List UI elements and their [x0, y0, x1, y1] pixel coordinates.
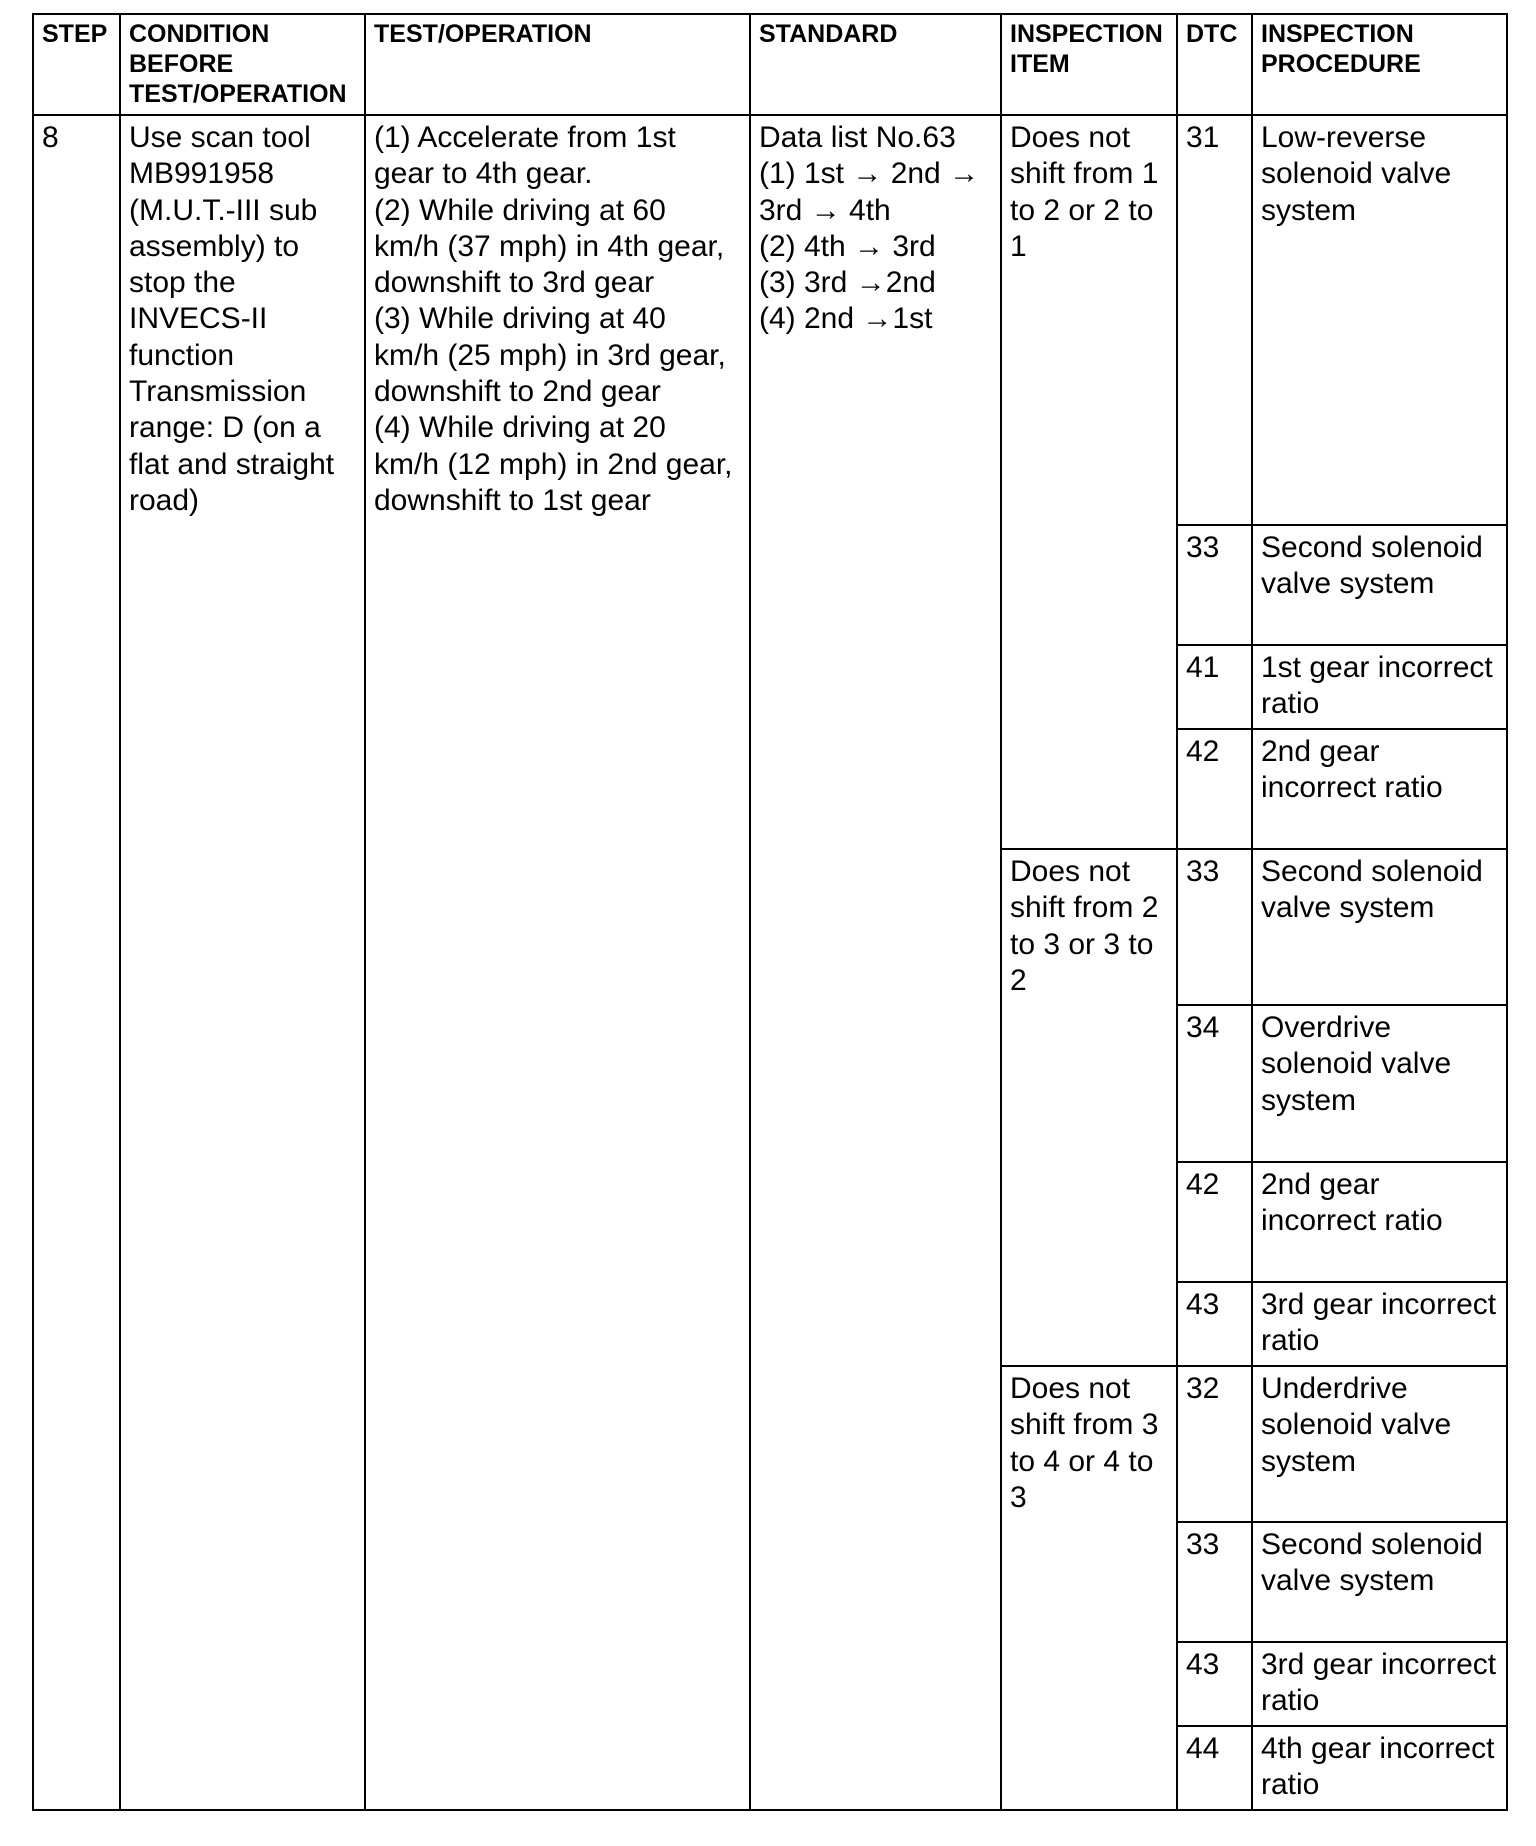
dtc-cell: 41: [1177, 645, 1252, 729]
header-row: [33, 14, 1507, 115]
procedure-cell: 4th gear incorrect ratio: [1252, 1726, 1507, 1810]
procedure-cell: Underdrive solenoid valve system: [1252, 1366, 1507, 1522]
inspection-item-cell: Does not shift from 1 to 2 or 2 to 1: [1001, 115, 1177, 849]
header-dtc: DTC: [1177, 14, 1252, 115]
procedure-cell: Second solenoid valve system: [1252, 525, 1507, 645]
inspection-table: [32, 13, 1508, 1811]
dtc-cell: 43: [1177, 1642, 1252, 1726]
procedure-cell: Overdrive solenoid valve system: [1252, 1005, 1507, 1162]
test-operation-cell: (1) Accelerate from 1st gear to 4th gear. (2) While driving at 60 km/h (37 mph) in 4th gear, downshift to 3rd gear (3) While driving at 40 km/h (25 mph) in 3rd gear, downshift to 2nd gear (4) While driving at 20 km/h (12 mph) in 2nd gear, downshift to 1st gear: [365, 115, 750, 1810]
standard-cell: Data list No.63 (1) 1st → 2nd → 3rd → 4th (2) 4th → 3rd (3) 3rd →2nd (4) 2nd →1st: [750, 115, 1001, 1810]
header-standard: STANDARD: [750, 14, 1001, 115]
dtc-cell: 34: [1177, 1005, 1252, 1162]
dtc-cell: 33: [1177, 849, 1252, 1005]
inspection-item-cell: Does not shift from 2 to 3 or 3 to 2: [1001, 849, 1177, 1366]
header-inspection-item: INSPECTION ITEM: [1001, 14, 1177, 115]
dtc-cell: 44: [1177, 1726, 1252, 1810]
header-inspection-procedure: INSPECTION PROCEDURE: [1252, 14, 1507, 115]
procedure-cell: Second solenoid valve system: [1252, 1522, 1507, 1642]
header-step: STEP: [33, 14, 120, 115]
dtc-cell: 33: [1177, 1522, 1252, 1642]
procedure-cell: Low-reverse solenoid valve system: [1252, 115, 1507, 525]
header-condition: CONDITION BEFORE TEST/OPERATION: [120, 14, 365, 115]
dtc-cell: 42: [1177, 729, 1252, 849]
dtc-cell: 31: [1177, 115, 1252, 525]
header-test-operation: TEST/OPERATION: [365, 14, 750, 115]
procedure-cell: 2nd gear incorrect ratio: [1252, 1162, 1507, 1282]
table-row: [33, 115, 1507, 525]
inspection-item-cell: Does not shift from 3 to 4 or 4 to 3: [1001, 1366, 1177, 1810]
procedure-cell: 2nd gear incorrect ratio: [1252, 729, 1507, 849]
dtc-cell: 33: [1177, 525, 1252, 645]
procedure-cell: 3rd gear incorrect ratio: [1252, 1642, 1507, 1726]
condition-cell: Use scan tool MB991958 (M.U.T.-III sub assembly) to stop the INVECS-II function Transmission range: D (on a flat and straight road): [120, 115, 365, 1810]
dtc-cell: 32: [1177, 1366, 1252, 1522]
dtc-cell: 42: [1177, 1162, 1252, 1282]
procedure-cell: Second solenoid valve system: [1252, 849, 1507, 1005]
procedure-cell: 3rd gear incorrect ratio: [1252, 1282, 1507, 1366]
inspection-table-sheet: [32, 13, 1508, 1811]
dtc-cell: 43: [1177, 1282, 1252, 1366]
procedure-cell: 1st gear incorrect ratio: [1252, 645, 1507, 729]
step-cell: 8: [33, 115, 120, 1810]
